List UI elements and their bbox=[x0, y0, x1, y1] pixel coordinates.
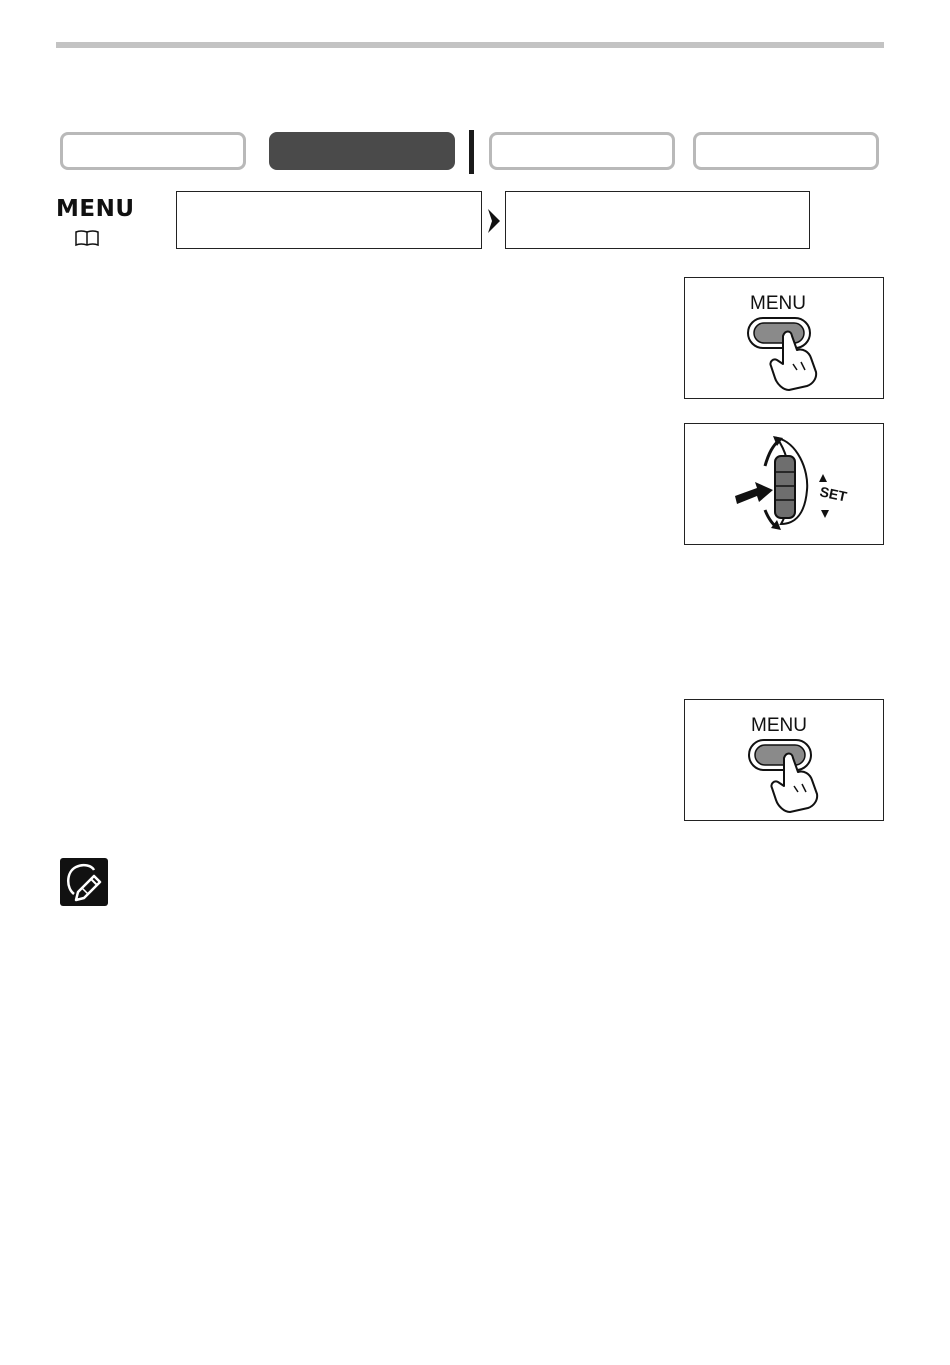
tab-divider bbox=[469, 130, 474, 174]
selector-dial-icon bbox=[685, 424, 885, 546]
menu-button-illustration-2 bbox=[684, 699, 884, 821]
top-rule bbox=[56, 42, 884, 48]
chevron-right-icon bbox=[486, 208, 502, 234]
mode-tab-1[interactable] bbox=[60, 132, 246, 170]
menu-logo: MENU bbox=[56, 196, 135, 222]
menu-button-press-icon bbox=[685, 700, 885, 822]
pencil-note-icon bbox=[60, 858, 108, 906]
illustration-label: MENU bbox=[751, 715, 807, 736]
mode-tab-4[interactable] bbox=[693, 132, 879, 170]
mode-tab-3[interactable] bbox=[489, 132, 675, 170]
set-label: SET bbox=[818, 483, 849, 505]
illustration-label: MENU bbox=[750, 293, 806, 314]
mode-tab-2[interactable] bbox=[269, 132, 455, 170]
book-icon bbox=[74, 229, 100, 247]
menu-button-press-icon bbox=[685, 278, 885, 400]
menu-button-illustration-1 bbox=[684, 277, 884, 399]
breadcrumb-first bbox=[176, 191, 482, 249]
breadcrumb-second bbox=[505, 191, 810, 249]
selector-dial-illustration bbox=[684, 423, 884, 545]
